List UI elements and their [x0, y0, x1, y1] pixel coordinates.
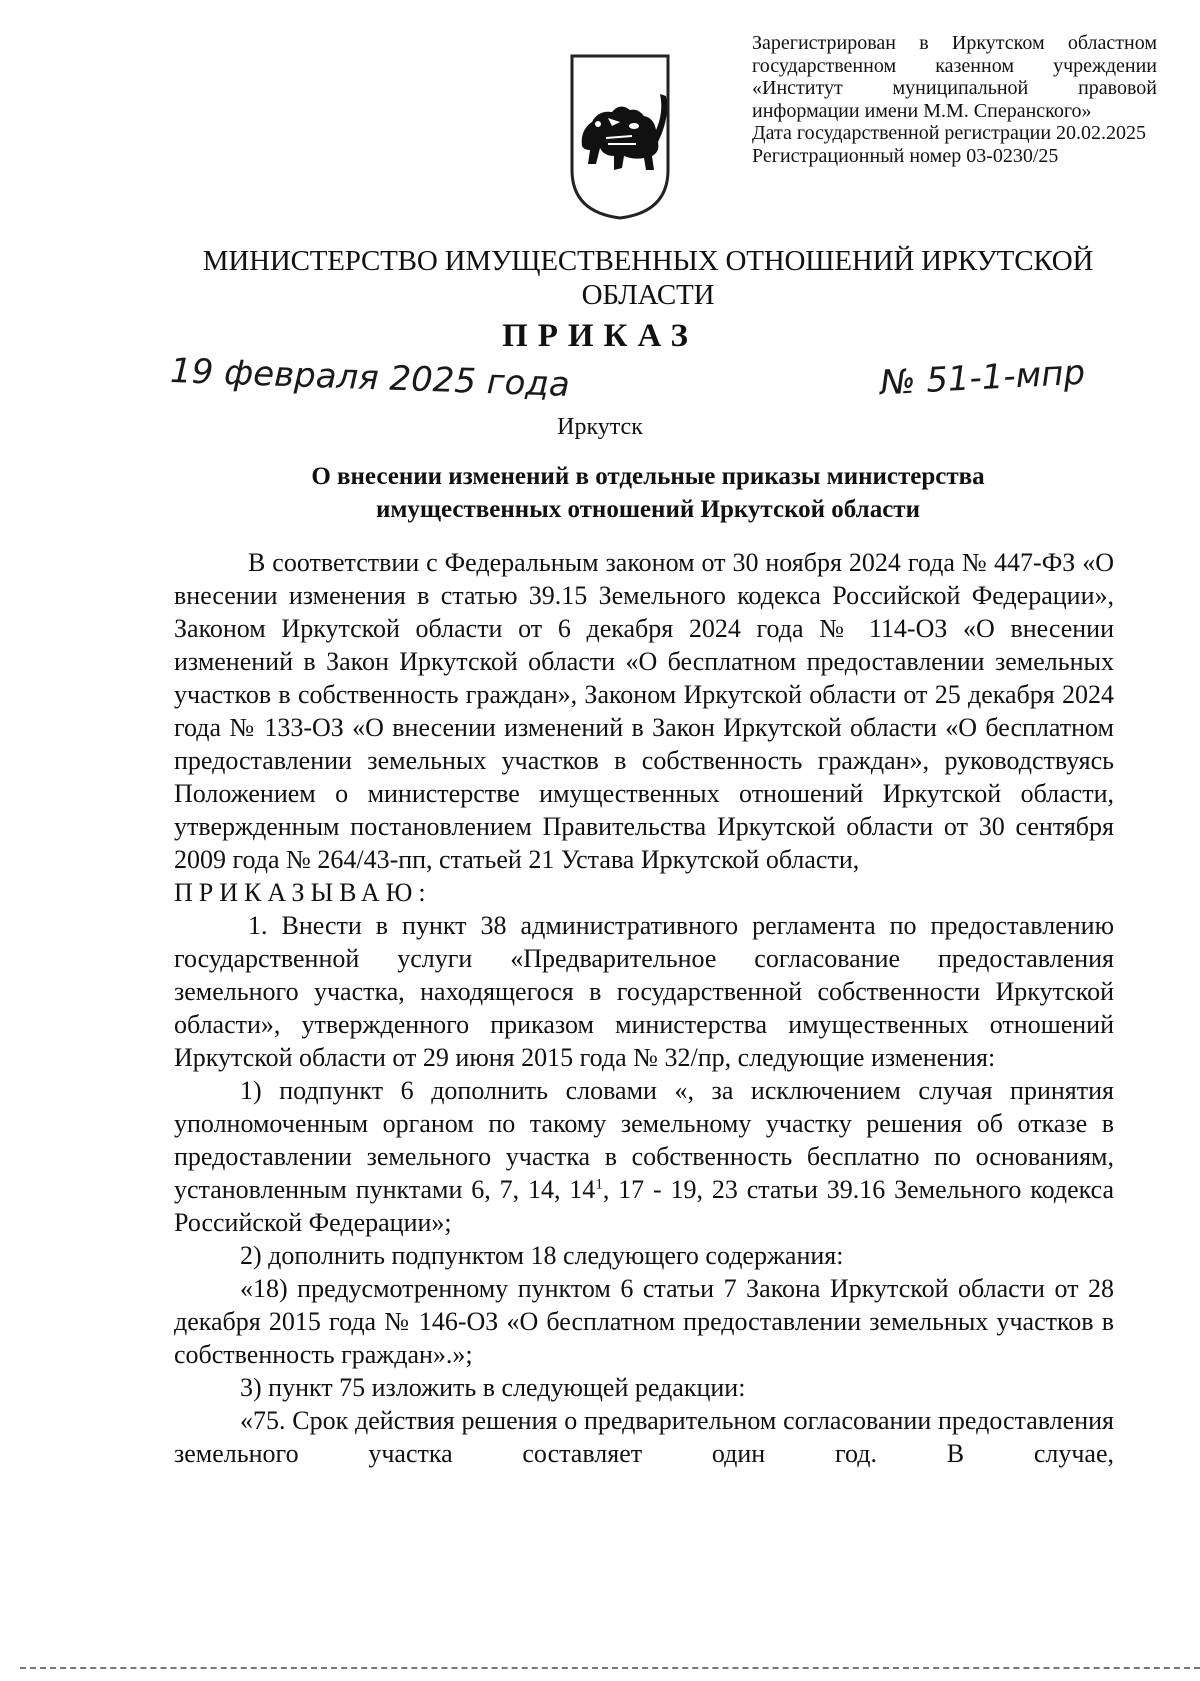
coat-of-arms-emblem — [568, 52, 672, 222]
registration-line: Регистрационный номер 03-0230/25 — [752, 144, 1059, 167]
registration-stamp — [752, 32, 1157, 167]
handwritten-date: 19 февраля 2025 года — [169, 351, 571, 405]
order-subject — [180, 460, 1116, 526]
city-name: Иркутск — [557, 414, 643, 440]
registration-line: Дата государственной регистрации 20.02.2025 — [752, 122, 1147, 144]
subitem-1-paragraph — [174, 1074, 1114, 1239]
subitem-2-paragraph: 2) дополнить подпунктом 18 следующего содержания: — [240, 1241, 844, 1270]
order-body — [174, 546, 1114, 1470]
order-title: ПРИКАЗ — [502, 318, 698, 354]
preamble-paragraph: В соответствии с Федеральным законом от 30 ноября 2024 года № 447-ФЗ «О внесении изменения в статью 39.15 Земельного кодекса Российской Федерации», Законом Иркутской области от 6 декабря 2024 года № 114-ОЗ «О внесении изменений в Закон Иркутской области «О бесплатном предоставлении земельных участков в собственность граждан», Законом Иркутской области от 25 декабря 2024 года № 133-ОЗ «О внесении изменений в Закон Иркутской области «О бесплатном предоставлении земельных участков в собственность граждан», руководствуясь Положением о министерстве имущественных отношений Иркутской области, утвержденным постановлением Правительства Иркутской области от 30 сентября 2009 года № 264/43-пп, статьей 21 Устава Иркутской области, — [174, 548, 1114, 874]
superscript: 1 — [595, 1176, 603, 1193]
decree-word: ПРИКАЗЫВАЮ: — [174, 878, 432, 907]
subject-line: имущественных отношений Иркутской области — [375, 496, 920, 523]
item-1-paragraph: 1. Внести в пункт 38 административного регламента по предоставлению государственной услуги «Предварительное согласование предоставления земельного участка, находящегося в государственной собственности Иркутской области», утвержденного приказом министерства имущественных отношений Иркутской области от 29 июня 2015 года № 32/пр, следующие изменения: — [174, 911, 1114, 1072]
handwritten-order-number: № 51-1-мпр — [879, 352, 1086, 404]
registration-line: государственном казенном учреждении — [752, 54, 1157, 77]
registration-line: «Институт муниципальной правовой — [752, 77, 1157, 99]
subitem-1-text: 1) подпункт 6 дополнить словами «, за исключением случая принятия уполномоченным органом по такому земельному участку решения об отказе в предоставлении земельного участка в собственность бесплатно по основаниям, установленным пунктами 6, 7, 14, 14 — [174, 1076, 1114, 1204]
scan-edge-line — [20, 1667, 1200, 1669]
registration-line: Зарегистрирован в Иркутском областном — [752, 32, 1157, 54]
subitem-1-text-end: , 17 - 19, 23 статьи 39.16 Земельного кодекса Российской Федерации»; — [174, 1175, 1114, 1237]
ministry-name: МИНИСТЕРСТВО ИМУЩЕСТВЕННЫХ ОТНОШЕНИЙ ИРКУТСКОЙ ОБЛАСТИ — [202, 245, 1094, 311]
subitem-2-quote: «18) предусмотренному пунктом 6 статьи 7 Закона Иркутской области от 28 декабря 2015 года № 146-ОЗ «О бесплатном предоставлении земельных участков в собственность граждан».»; — [174, 1274, 1114, 1369]
subject-line: О внесении изменений в отдельные приказы министерства — [311, 463, 985, 490]
subitem-3-paragraph: 3) пункт 75 изложить в следующей редакции: — [240, 1373, 746, 1402]
subitem-3-quote: «75. Срок действия решения о предварительном согласовании предоставления земельного участка составляет один год. В случае, — [174, 1406, 1114, 1468]
registration-line: информации имени М.М. Сперанского» — [752, 99, 1092, 122]
